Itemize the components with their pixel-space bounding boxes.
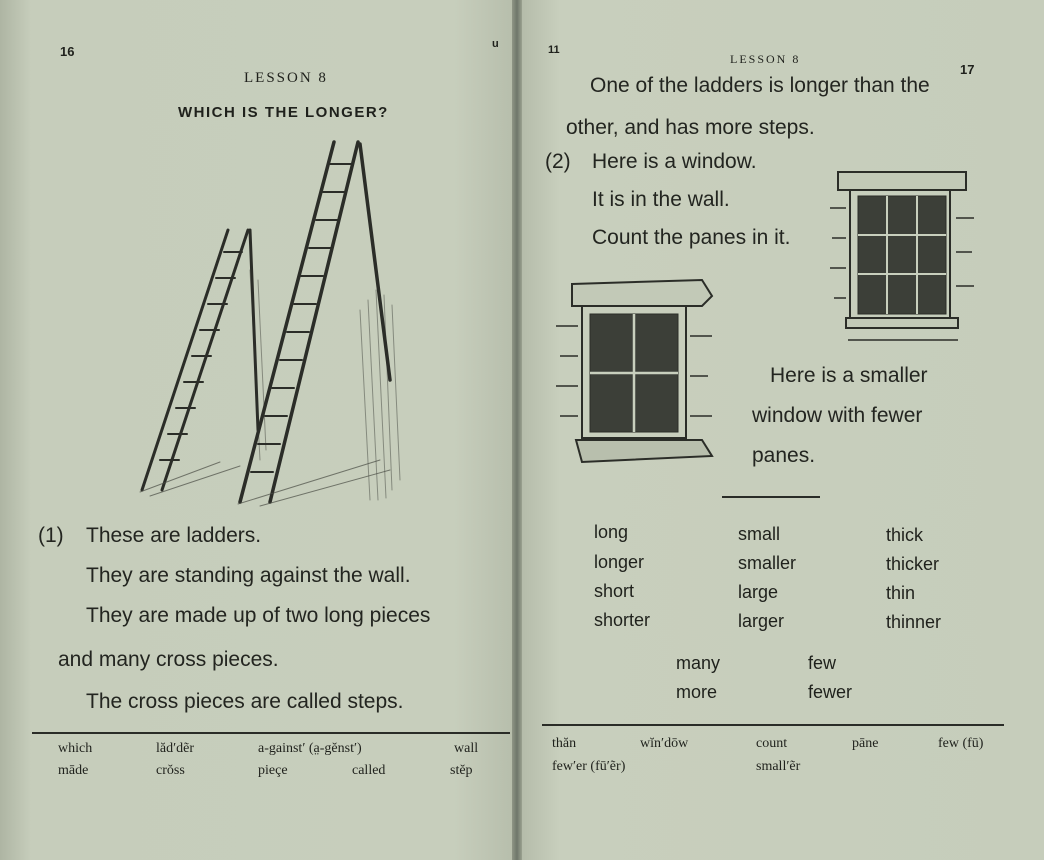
comparison-word: shorter (594, 610, 651, 630)
left-corner-mark: u (492, 38, 499, 50)
right-page-number: 17 (960, 62, 975, 77)
smaller-window-line: Here is a smaller (770, 364, 928, 387)
vocabulary-word: small′ẽr (756, 759, 801, 774)
comparison-word: large (738, 582, 779, 602)
smaller-window-line: panes. (752, 444, 816, 467)
paragraph-2-label: (2) (545, 150, 571, 173)
left-lesson-heading: LESSON 8 (244, 70, 328, 86)
comparison-word: more (676, 682, 718, 702)
vocabulary-word: pieçe (258, 763, 288, 778)
small-window-illustration (552, 276, 722, 472)
short-divider (722, 496, 820, 498)
vocabulary-word: few (fū) (938, 736, 984, 751)
vocabulary-word: wĭn′dōw (640, 736, 689, 751)
left-page-number: 16 (60, 44, 75, 59)
right-vocabulary-rule (542, 724, 1004, 726)
comparison-word: short (594, 581, 635, 601)
comparison-word: thicker (886, 554, 940, 574)
intro-line: One of the ladders is longer than the (590, 74, 930, 97)
vocabulary-word: crŏss (156, 763, 185, 778)
vocabulary-word: few′er (fū′ẽr) (552, 759, 626, 774)
vocabulary-word: māde (58, 763, 89, 778)
right-corner-mark: 11 (548, 44, 560, 56)
comparison-word: long (594, 522, 629, 542)
left-vocabulary-rule (32, 732, 510, 734)
comparison-word: larger (738, 611, 785, 631)
paragraph-2-line: Count the panes in it. (592, 226, 791, 249)
vocabulary-word: called (352, 763, 386, 778)
paragraph-1-line: They are made up of two long pieces (86, 604, 431, 627)
intro-line: other, and has more steps. (566, 116, 815, 139)
comparison-word: smaller (738, 553, 797, 573)
vocabulary-word: stĕp (450, 763, 473, 778)
paragraph-2-line: Here is a window. (592, 150, 757, 173)
comparison-word: thinner (886, 612, 942, 632)
ladders-illustration (120, 130, 420, 510)
vocabulary-word: which (58, 741, 93, 756)
large-window-illustration (828, 168, 978, 348)
comparison-word: longer (594, 552, 645, 572)
smaller-window-line: window with fewer (752, 404, 923, 427)
comparison-word: small (738, 524, 781, 544)
lesson-title: WHICH IS THE LONGER? (178, 104, 389, 121)
paragraph-1-line: The cross pieces are called steps. (86, 690, 404, 713)
comparison-word: many (676, 653, 721, 673)
paragraph-1-label: (1) (38, 524, 64, 547)
vocabulary-word: a-gainst′ (a̤-gĕnst′) (258, 741, 362, 756)
vocabulary-word: lăd′dẽr (156, 741, 195, 756)
comparison-word: few (808, 653, 837, 673)
paragraph-1-line: and many cross pieces. (58, 648, 279, 671)
vocabulary-word: count (756, 736, 788, 751)
paragraph-1-line: These are ladders. (86, 524, 262, 547)
comparison-word: thick (886, 525, 924, 545)
comparison-word: thin (886, 583, 916, 603)
vocabulary-word: thăn (552, 736, 577, 751)
vocabulary-word: pāne (852, 736, 879, 751)
right-lesson-heading: LESSON 8 (730, 52, 801, 66)
paragraph-2-line: It is in the wall. (592, 188, 730, 211)
paragraph-1-line: They are standing against the wall. (86, 564, 411, 587)
book-gutter (512, 0, 522, 860)
comparison-word: fewer (808, 682, 853, 702)
vocabulary-word: wall (454, 741, 479, 756)
